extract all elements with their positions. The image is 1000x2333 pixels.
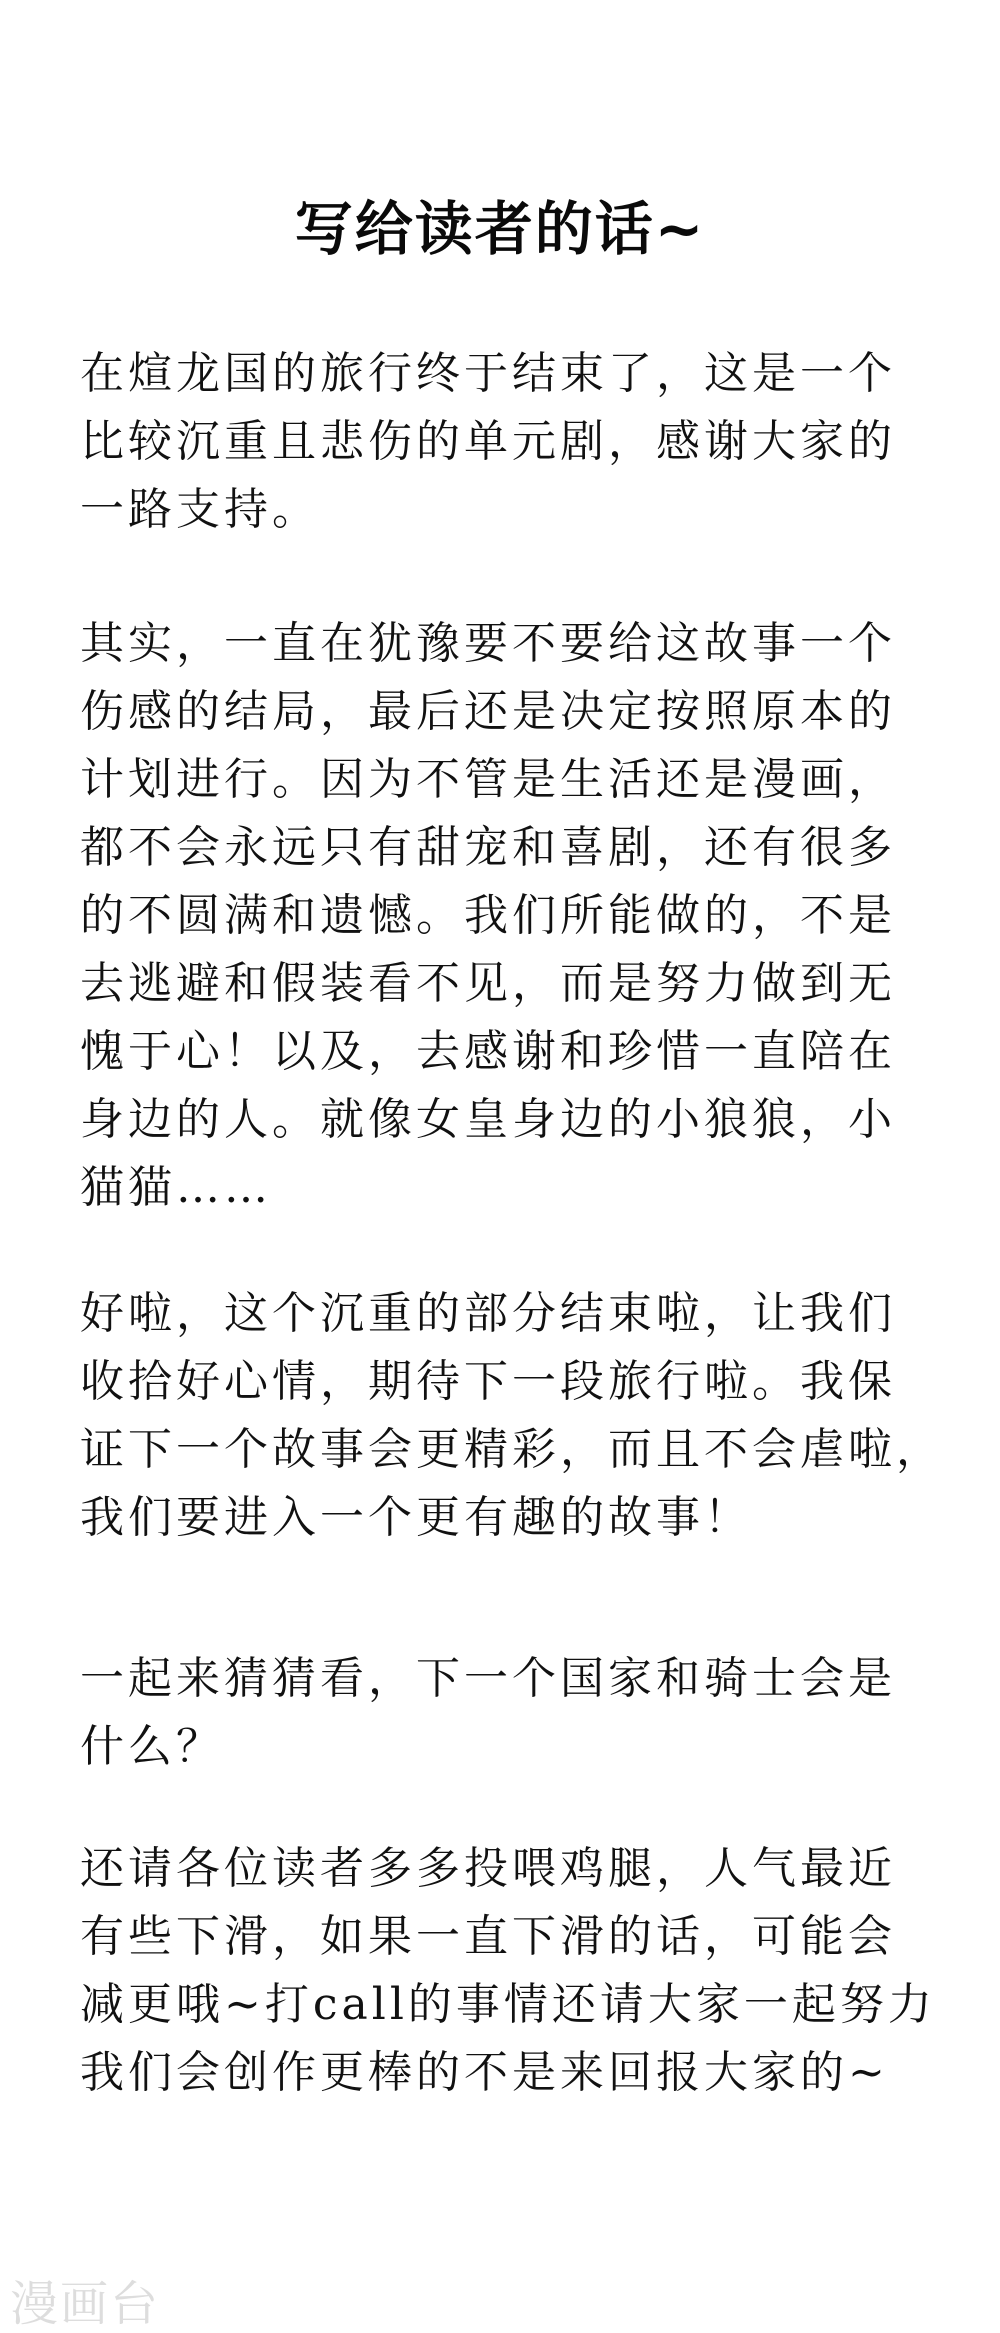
paragraph-line: 猫猫……: [80, 1162, 272, 1213]
paragraph-line: 去逃避和假装看不见，而是努力做到无: [80, 958, 896, 1009]
paragraph-line: 什么？: [80, 1721, 224, 1772]
paragraph-line: 其实，一直在犹豫要不要给这故事一个: [80, 618, 896, 669]
watermark-logo: 漫画台: [10, 2276, 161, 2332]
paragraph-3: [80, 1280, 944, 1552]
page-title: 写给读者的话~: [294, 194, 706, 263]
paragraph-line: 我们要进入一个更有趣的故事！: [80, 1492, 752, 1543]
paragraph-line: 在煊龙国的旅行终于结束了，这是一个: [80, 348, 896, 399]
paragraph-4: [80, 1645, 940, 1781]
paragraph-1: [80, 340, 940, 544]
paragraph-line: 一起来猜猜看，下一个国家和骑士会是: [80, 1653, 896, 1704]
paragraph-line: 身边的人。就像女皇身边的小狼狼，小: [80, 1094, 896, 1145]
paragraph-line: 的不圆满和遗憾。我们所能做的，不是: [80, 890, 896, 941]
paragraph-2: [80, 610, 940, 1222]
paragraph-line: 有些下滑，如果一直下滑的话，可能会: [80, 1911, 896, 1962]
paragraph-line: 还请各位读者多多投喂鸡腿，人气最近: [80, 1843, 896, 1894]
paragraph-line: 收拾好心情，期待下一段旅行啦。我保: [80, 1356, 896, 1407]
paragraph-line: 都不会永远只有甜宠和喜剧，还有很多: [80, 822, 896, 873]
paragraph-line: 证下一个故事会更精彩，而且不会虐啦，: [80, 1424, 944, 1475]
paragraph-line: 减更哦~打call的事情还请大家一起努力: [80, 1979, 936, 2030]
paragraph-line: 比较沉重且悲伤的单元剧，感谢大家的: [80, 416, 896, 467]
paragraph-5: [80, 1835, 940, 2107]
paragraph-line: 计划进行。因为不管是生活还是漫画，: [80, 754, 896, 805]
paragraph-line: 愧于心！以及，去感谢和珍惜一直陪在: [80, 1026, 896, 1077]
paragraph-line: 伤感的结局，最后还是决定按照原本的: [80, 686, 896, 737]
paragraph-line: 一路支持。: [80, 484, 320, 535]
paragraph-line: 我们会创作更棒的不是来回报大家的~: [80, 2047, 889, 2098]
paragraph-line: 好啦，这个沉重的部分结束啦，让我们: [80, 1288, 896, 1339]
